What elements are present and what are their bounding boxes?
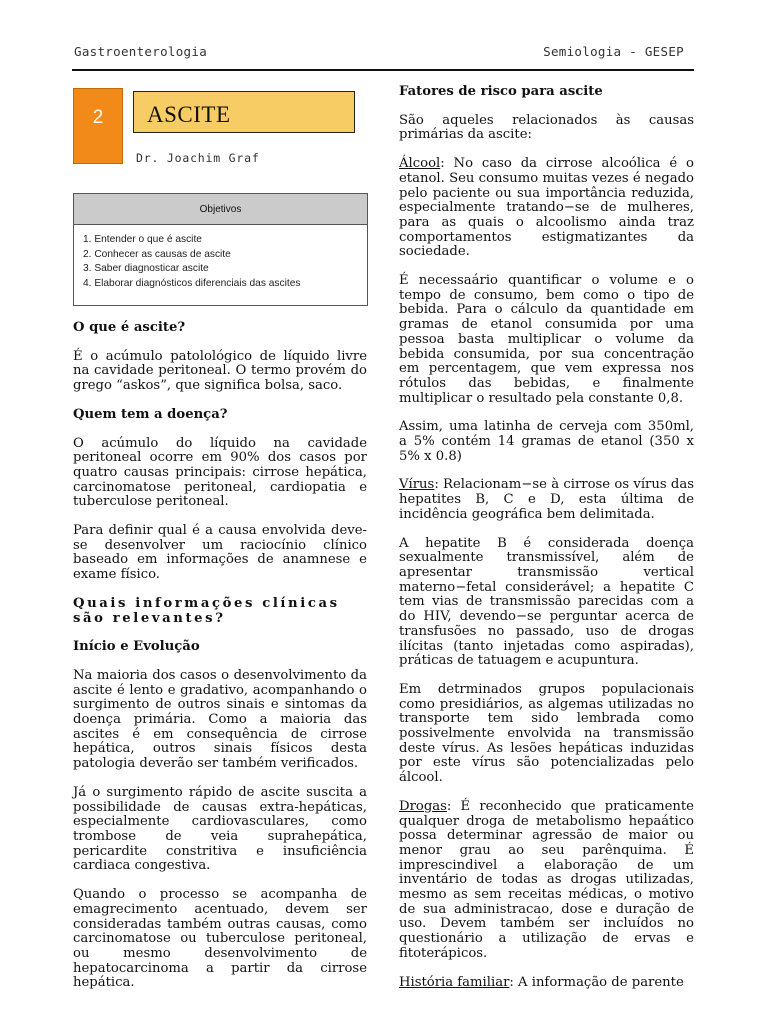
alcohol-label: Álcool <box>399 156 441 172</box>
paragraph-risk-intro: São aqueles relacionados às causas primárias da ascite: <box>399 112 694 143</box>
paragraph-population-groups: Em detrminados grupos populacionais como presidiários, as algemas utilizadas no transporte tem sido lembrada como possivelmente envolvida na transmissão deste vírus. As lesões hepáticas induzidas por este vírus são potencializadas pelo álcool. <box>399 681 694 786</box>
section-heading-who: Quem tem a doença? <box>73 406 228 422</box>
section-heading-what: O que é ascite? <box>73 320 186 335</box>
section-heading-onset: Início e Evolução <box>73 639 200 655</box>
objectives-box <box>73 193 368 306</box>
objectives-list <box>74 225 367 291</box>
paragraph-what: É o acúmulo patolológico de líquido livre na cavidade peritoneal. O termo provém do grego “askos”, que significa bolsa, saco. <box>73 348 367 394</box>
header-divider <box>72 69 694 71</box>
paragraph-quantify: É necessaário quantificar o volume e o tempo de consumo, bem como o tipo de bebida. Para o cálculo da quantidade em gramas de etanol consumida por uma pessoa basta multiplicar o volume da bebida consumida, por sua concentração em percentagem, que vem expressa nos rótulos das bebidas, e finalmente multiplicar o resultado pela constante 0,8. <box>399 273 694 406</box>
virus-label: Vírus <box>399 477 435 493</box>
paragraph-onset-weight-loss: Quando o processo se acompanha de emagrecimento acentuado, devem ser consideradas também outras causas, como carcinomatose ou tuberculose peritoneal, ou mesmo desenvolvimento de hepatocarcinoma a partir da cirrose hepática. <box>73 887 367 991</box>
right-column <box>399 85 694 1004</box>
paragraph-family-history <box>399 976 694 991</box>
drugs-label: Drogas <box>399 798 447 814</box>
family-history-label: História familiar <box>399 974 510 990</box>
paragraph-virus <box>399 478 694 522</box>
alcohol-text: : No caso da cirrose alcoólica é o etanol. Seu consumo muitas vezes é negado pelo paciente ou sua importância reduzida, especialmente tratando−se de mulheres, para as quais o alcoolismo ainda traz comportamentos estigmatizantes da sociedade. <box>399 156 694 260</box>
chapter-author: Dr. Joachim Graf <box>136 151 260 165</box>
paragraph-drugs <box>399 800 694 962</box>
paragraph-hepatitis-b: A hepatite B é considerada doença sexualmente transmissível, além de apresentar transmissão vertical materno−fetal considerável; a hepatite C tem vias de transmissão parecidas com a do HIV, devendo−se perguntar acerca de transfusões no passado, uso de drogas ilícitas (tanto injetadas como aspiradas), práticas de tatuagem e acupuntura. <box>399 535 694 669</box>
objective-item: 4. Elaborar diagnósticos diferenciais das ascites <box>83 277 301 289</box>
chapter-title: ASCITE <box>133 91 355 133</box>
section-heading-risk-factors: Fatores de risco para ascite <box>399 84 603 99</box>
paragraph-who-reasoning: Para definir qual é a causa envolvida deve-se desenvolver um raciocínio clínico baseado em informações de anamnese e exame físico. <box>73 523 367 583</box>
drugs-text: : É reconhecido que praticamente qualquer droga de metabolismo hepaático possa determinar agressão de maior ou menor grau ao seu parênquima. É imprescindivel a elaboração de um inventário de todas as drogas utilizadas, mesmo as sem receitas médicas, o motivo de sua administracao, dose e duração de uso. Devem também ser incluídos no questionário a utilização de ervas e fitoterápicos. <box>399 798 694 961</box>
header-subject: Gastroenterologia <box>74 44 208 59</box>
paragraph-onset-slow: Na maioria dos casos o desenvolvimento da ascite é lento e gradativo, acompanhando o surgimento de outros sinais e sintomas da doença primária. Como a maioria das ascites é em consequência de cirrose hepática, outros sinais físicos desta patologia deverão ser também verificados. <box>73 667 367 772</box>
virus-text: : Relacionam−se à cirrose os vírus das hepatites B, C e D, esta última de incidência geográfica bem delimitada. <box>399 477 694 522</box>
objectives-heading: Objetivos <box>74 194 367 225</box>
paragraph-alcohol <box>399 157 694 260</box>
section-heading-clinical-info: Quais informações clínicas são relevantes? <box>73 595 340 626</box>
family-history-text: : A informação de parente <box>509 974 684 990</box>
objective-item: 1. Entender o que é ascite <box>83 234 202 245</box>
chapter-number-badge <box>73 88 123 164</box>
paragraph-onset-rapid: Já o surgimento rápido de ascite suscita a possibilidade de causas extra-hepáticas, especialmente cardiovasculares, como trombose de veia suprahepática, pericardite constritiva e insuficiência cardiaca congestiva. <box>73 784 367 874</box>
paragraph-who-causes: O acúmulo do líquido na cavidade peritoneal ocorre em 90% dos casos por quatro causas principais: cirrose hepática, carcinomatose peritoneal, cardiopatia e tuberculose peritoneal. <box>73 435 367 510</box>
objective-item: 2. Conhecer as causas de ascite <box>83 248 231 260</box>
left-column <box>73 321 367 1005</box>
header-course: Semiologia - GESEP <box>543 44 684 59</box>
chapter-number: 2 <box>92 107 104 128</box>
paragraph-beer-example: Assim, uma latinha de cerveja com 350ml, a 5% contém 14 gramas de etanol (350 x 5% x 0.8) <box>399 419 694 464</box>
objective-item: 3. Saber diagnosticar ascite <box>83 263 209 274</box>
page-header <box>74 44 694 68</box>
